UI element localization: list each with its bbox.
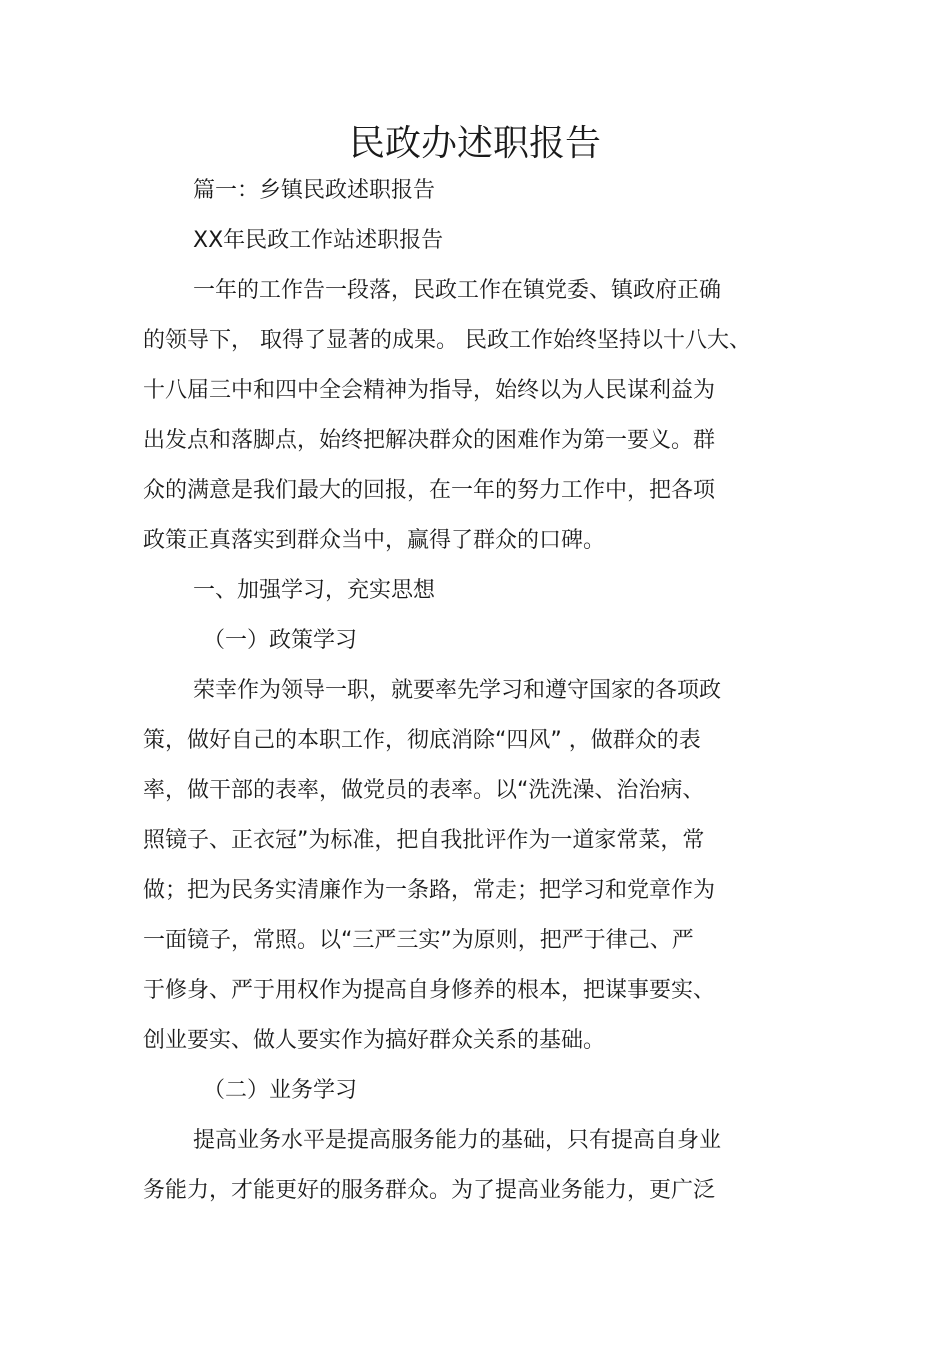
subsection-heading: （一）政策学习 [203,628,358,653]
paragraph-line: 荣幸作为领导一职，就要率先学习和遵守国家的各项政 [193,678,722,703]
paragraph-line: 创业要实、做人要实作为搞好群众关系的基础。 [143,1028,606,1053]
paragraph-line: 策，做好自己的本职工作，彻底消除“四风” ，做群众的表 [143,728,701,753]
paragraph-line: 的领导下， 取得了显著的成果。 民政工作始终坚持以十八大、 [143,328,751,353]
paragraph-line: 率，做干部的表率，做党员的表率。以“洗洗澡、治治病、 [143,778,705,803]
document-title: 民政办述职报告 [348,123,601,164]
paragraph-line: 十八届三中和四中全会精神为指导，始终以为人民谋利益为 [143,378,716,403]
paragraph-line: 出发点和落脚点，始终把解决群众的困难作为第一要义。群 [143,428,716,453]
paragraph-line: 务能力，才能更好的服务群众。为了提高业务能力，更广泛 [143,1178,716,1203]
paragraph-line: 政策正真落实到群众当中，赢得了群众的口碑。 [143,528,606,553]
chapter-heading: 篇一：乡镇民政述职报告 [193,178,436,203]
paragraph-line: 众的满意是我们最大的回报，在一年的努力工作中，把各项 [143,478,716,503]
paragraph-line: 照镜子、正衣冠”为标准，把自我批评作为一道家常菜，常 [143,828,705,853]
paragraph-line: 一年的工作告一段落，民政工作在镇党委、镇政府正确 [193,278,722,303]
subsection-heading: （二）业务学习 [203,1078,358,1103]
paragraph-line: 做；把为民务实清廉作为一条路，常走；把学习和党章作为 [143,878,716,903]
paragraph-line: 一面镜子，常照。以“三严三实”为原则，把严于律己、严 [143,928,694,953]
paragraph-line: 于修身、严于用权作为提高自身修养的根本，把谋事要实、 [143,978,716,1003]
paragraph-line: 提高业务水平是提高服务能力的基础，只有提高自身业 [193,1128,722,1153]
section-heading: 一、加强学习，充实思想 [193,578,436,603]
report-subtitle: XX年民政工作站述职报告 [193,228,444,253]
